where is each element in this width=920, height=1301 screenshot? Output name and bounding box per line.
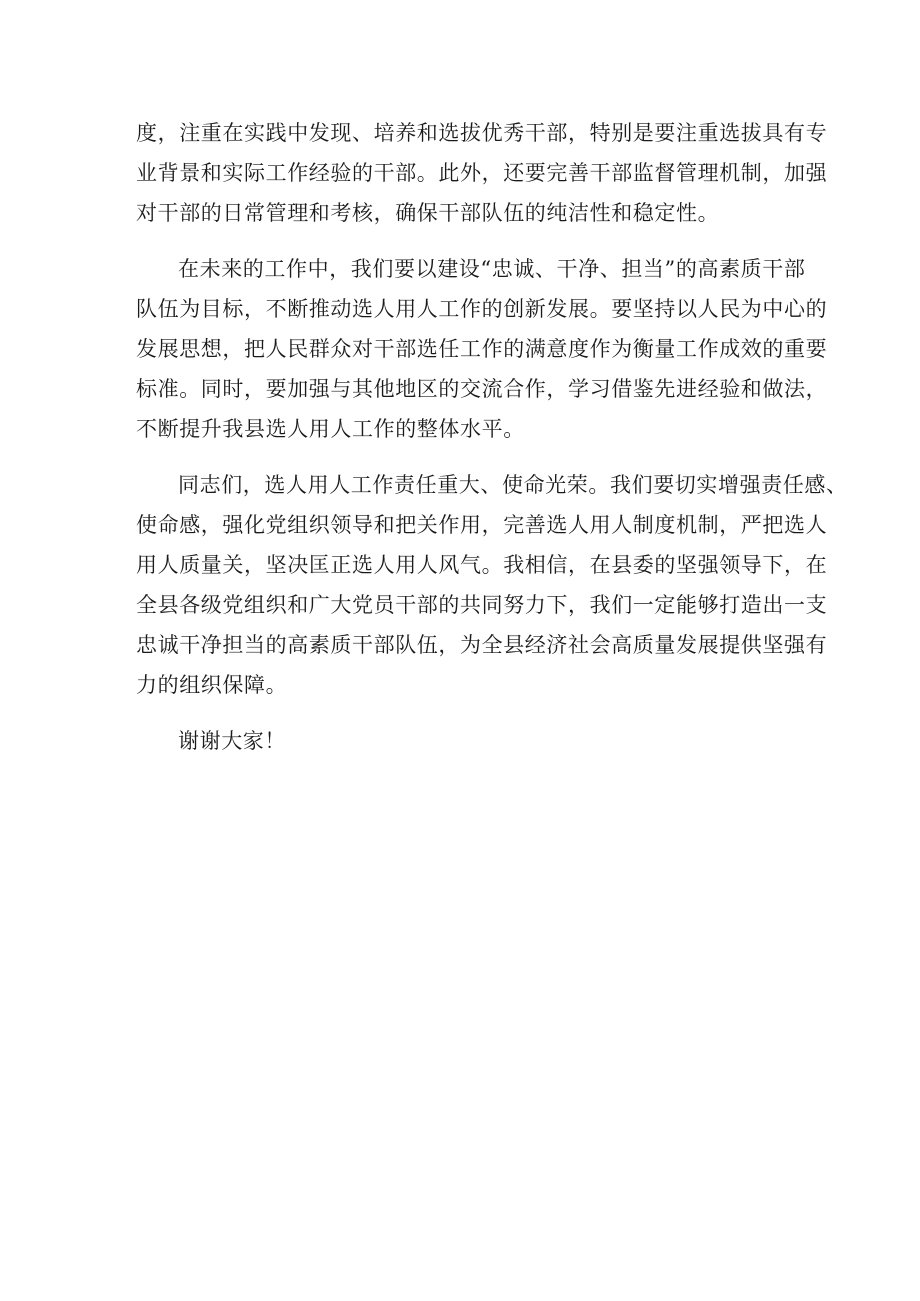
paragraph-3-line-3: 用人质量关，坚决匡正选人用人风气。我相信，在县委的坚强领导下，在: [136, 553, 828, 577]
closing-remark: 谢谢大家！: [178, 729, 286, 753]
paragraph-2-line-4: 标准。同时，要加强与其他地区的交流合作，学习借鉴先进经验和做法，: [136, 377, 828, 401]
paragraph-spacer: [136, 449, 796, 465]
paragraph-spacer: [136, 705, 796, 721]
paragraph-spacer: [136, 233, 796, 249]
paragraph-1: [136, 113, 828, 233]
paragraph-2-line-5: 不断提升我县选人用人工作的整体水平。: [136, 417, 525, 441]
paragraph-3: [136, 465, 848, 705]
paragraph-2-line-3: 发展思想，把人民群众对干部选任工作的满意度作为衡量工作成效的重要: [136, 337, 828, 361]
paragraph-3-line-1: 同志们，选人用人工作责任重大、使命光荣。我们要切实增强责任感、: [178, 473, 848, 497]
paragraph-1-line-3: 对干部的日常管理和考核，确保干部队伍的纯洁性和稳定性。: [136, 201, 720, 225]
document-body: [136, 113, 848, 761]
paragraph-3-line-6: 力的组织保障。: [136, 673, 288, 697]
paragraph-2: [136, 249, 828, 449]
paragraph-3-line-4: 全县各级党组织和广大党员干部的共同努力下，我们一定能够打造出一支: [136, 593, 828, 617]
paragraph-3-line-5: 忠诚干净担当的高素质干部队伍，为全县经济社会高质量发展提供坚强有: [136, 633, 828, 657]
paragraph-3-line-2: 使命感，强化党组织领导和把关作用，完善选人用人制度机制，严把选人: [136, 513, 828, 537]
paragraph-1-line-1: 度，注重在实践中发现、培养和选拔优秀干部，特别是要注重选拔具有专: [136, 121, 828, 145]
paragraph-2-line-2: 队伍为目标，不断推动选人用人工作的创新发展。要坚持以人民为中心的: [136, 297, 828, 321]
paragraph-1-line-2: 业背景和实际工作经验的干部。此外，还要完善干部监督管理机制，加强: [136, 161, 828, 185]
paragraph-2-line-1: 在未来的工作中，我们要以建设“忠诚、干净、担当”的高素质干部: [178, 257, 806, 281]
